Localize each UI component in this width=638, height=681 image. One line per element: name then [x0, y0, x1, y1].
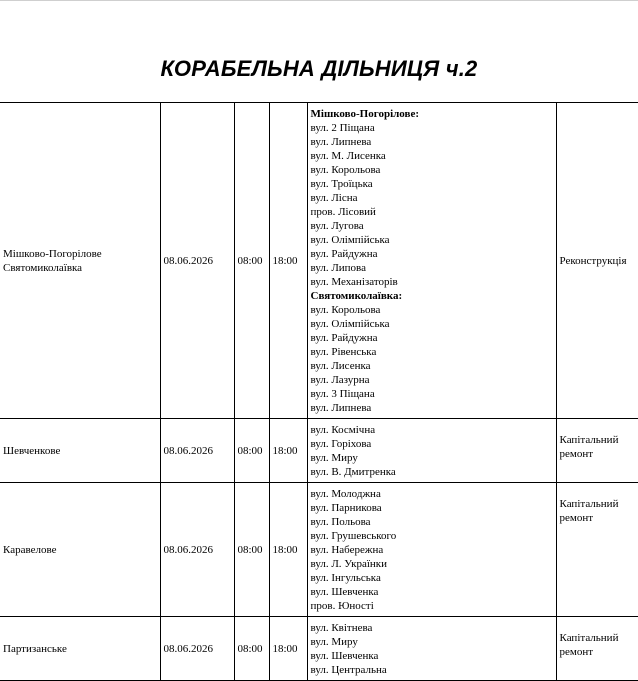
time-from-cell: 08:00	[234, 617, 269, 681]
date-cell: 08.06.2026	[160, 103, 234, 419]
time-from-cell: 08:00	[234, 419, 269, 483]
settlement-cell	[0, 419, 160, 483]
date-cell: 08.06.2026	[160, 483, 234, 617]
table-row	[0, 617, 638, 681]
street: вул. 2 Піщана	[310, 121, 375, 134]
settlement-cell	[0, 617, 160, 681]
outage-schedule-table	[0, 102, 638, 681]
street: вул. Райдужна	[310, 247, 378, 260]
street: вул. Центральна	[310, 663, 387, 676]
work-type-cell	[556, 483, 638, 617]
settlement-name: Партизанське	[3, 642, 67, 655]
time-from-cell: 08:00	[234, 103, 269, 419]
work-type-cell	[556, 103, 638, 419]
time-to-cell: 18:00	[269, 483, 307, 617]
street: вул. Польова	[310, 515, 371, 528]
street: вул. Л. Українки	[310, 557, 388, 570]
work-type-cell	[556, 419, 638, 483]
work-type: ремонт	[559, 646, 594, 658]
time-to-cell: 18:00	[269, 103, 307, 419]
work-type: Капітальний	[559, 498, 619, 510]
streets-cell	[307, 103, 556, 419]
street: вул. Лісна	[310, 191, 358, 204]
street: вул. Квітнева	[310, 621, 373, 634]
street: вул. Липова	[310, 261, 366, 274]
street: вул. Інгульська	[310, 571, 381, 584]
time-to-cell: 18:00	[269, 419, 307, 483]
settlement-cell	[0, 103, 160, 419]
settlement-name: Шевченкове	[3, 444, 61, 457]
street: вул. Лисенка	[310, 359, 371, 372]
street: вул. Космічна	[310, 423, 376, 436]
street: вул. Троїцька	[310, 177, 373, 190]
street: пров. Лісовий	[310, 205, 376, 218]
street: вул. Липнева	[310, 135, 372, 148]
street: вул. М. Лисенка	[310, 149, 386, 162]
street: вул. Корольова	[310, 163, 381, 176]
street: вул. Грушевського	[310, 529, 397, 542]
date-cell: 08.06.2026	[160, 617, 234, 681]
street: вул. Механізаторів	[310, 275, 398, 288]
street: вул. Корольова	[310, 303, 381, 316]
street: вул. Шевченка	[310, 649, 379, 662]
settlement-name: Мішково-Погорілове	[3, 247, 102, 260]
work-type: ремонт	[559, 512, 594, 524]
streets-cell	[307, 483, 556, 617]
street: вул. Лугова	[310, 219, 364, 232]
street-group-header: Мішково-Погорілове:	[310, 107, 420, 120]
streets-cell	[307, 419, 556, 483]
street: вул. В. Дмитренка	[310, 465, 396, 478]
street: вул. Липнева	[310, 401, 372, 414]
street: вул. Шевченка	[310, 585, 379, 598]
street: вул. 3 Піщана	[310, 387, 375, 400]
street: вул. Парникова	[310, 501, 382, 514]
street: вул. Райдужна	[310, 331, 378, 344]
street: вул. Олімпійська	[310, 233, 390, 246]
street: вул. Рівенська	[310, 345, 377, 358]
table-row	[0, 419, 638, 483]
top-divider	[0, 0, 638, 1]
street: вул. Набережна	[310, 543, 384, 556]
work-type: Капітальний	[559, 632, 619, 644]
time-to-cell: 18:00	[269, 617, 307, 681]
street-group-header: Святомиколаївка:	[310, 289, 403, 302]
settlement-name: Каравелове	[3, 543, 57, 556]
work-type: Реконструкція	[559, 254, 627, 267]
streets-cell	[307, 617, 556, 681]
page-title: КОРАБЕЛЬНА ДІЛЬНИЦЯ ч.2	[160, 56, 478, 81]
work-type-cell	[556, 617, 638, 681]
date-cell: 08.06.2026	[160, 419, 234, 483]
table-row	[0, 103, 638, 419]
street: вул. Олімпійська	[310, 317, 390, 330]
table-row	[0, 483, 638, 617]
street: вул. Лазурна	[310, 373, 370, 386]
street: пров. Юності	[310, 599, 374, 612]
time-from-cell: 08:00	[234, 483, 269, 617]
work-type: ремонт	[559, 448, 594, 460]
settlement-cell	[0, 483, 160, 617]
settlement-name: Святомиколаївка	[3, 261, 83, 274]
street: вул. Миру	[310, 635, 358, 648]
work-type: Капітальний	[559, 434, 619, 446]
street: вул. Миру	[310, 451, 358, 464]
street: вул. Горіхова	[310, 437, 372, 450]
street: вул. Молоджна	[310, 487, 381, 500]
